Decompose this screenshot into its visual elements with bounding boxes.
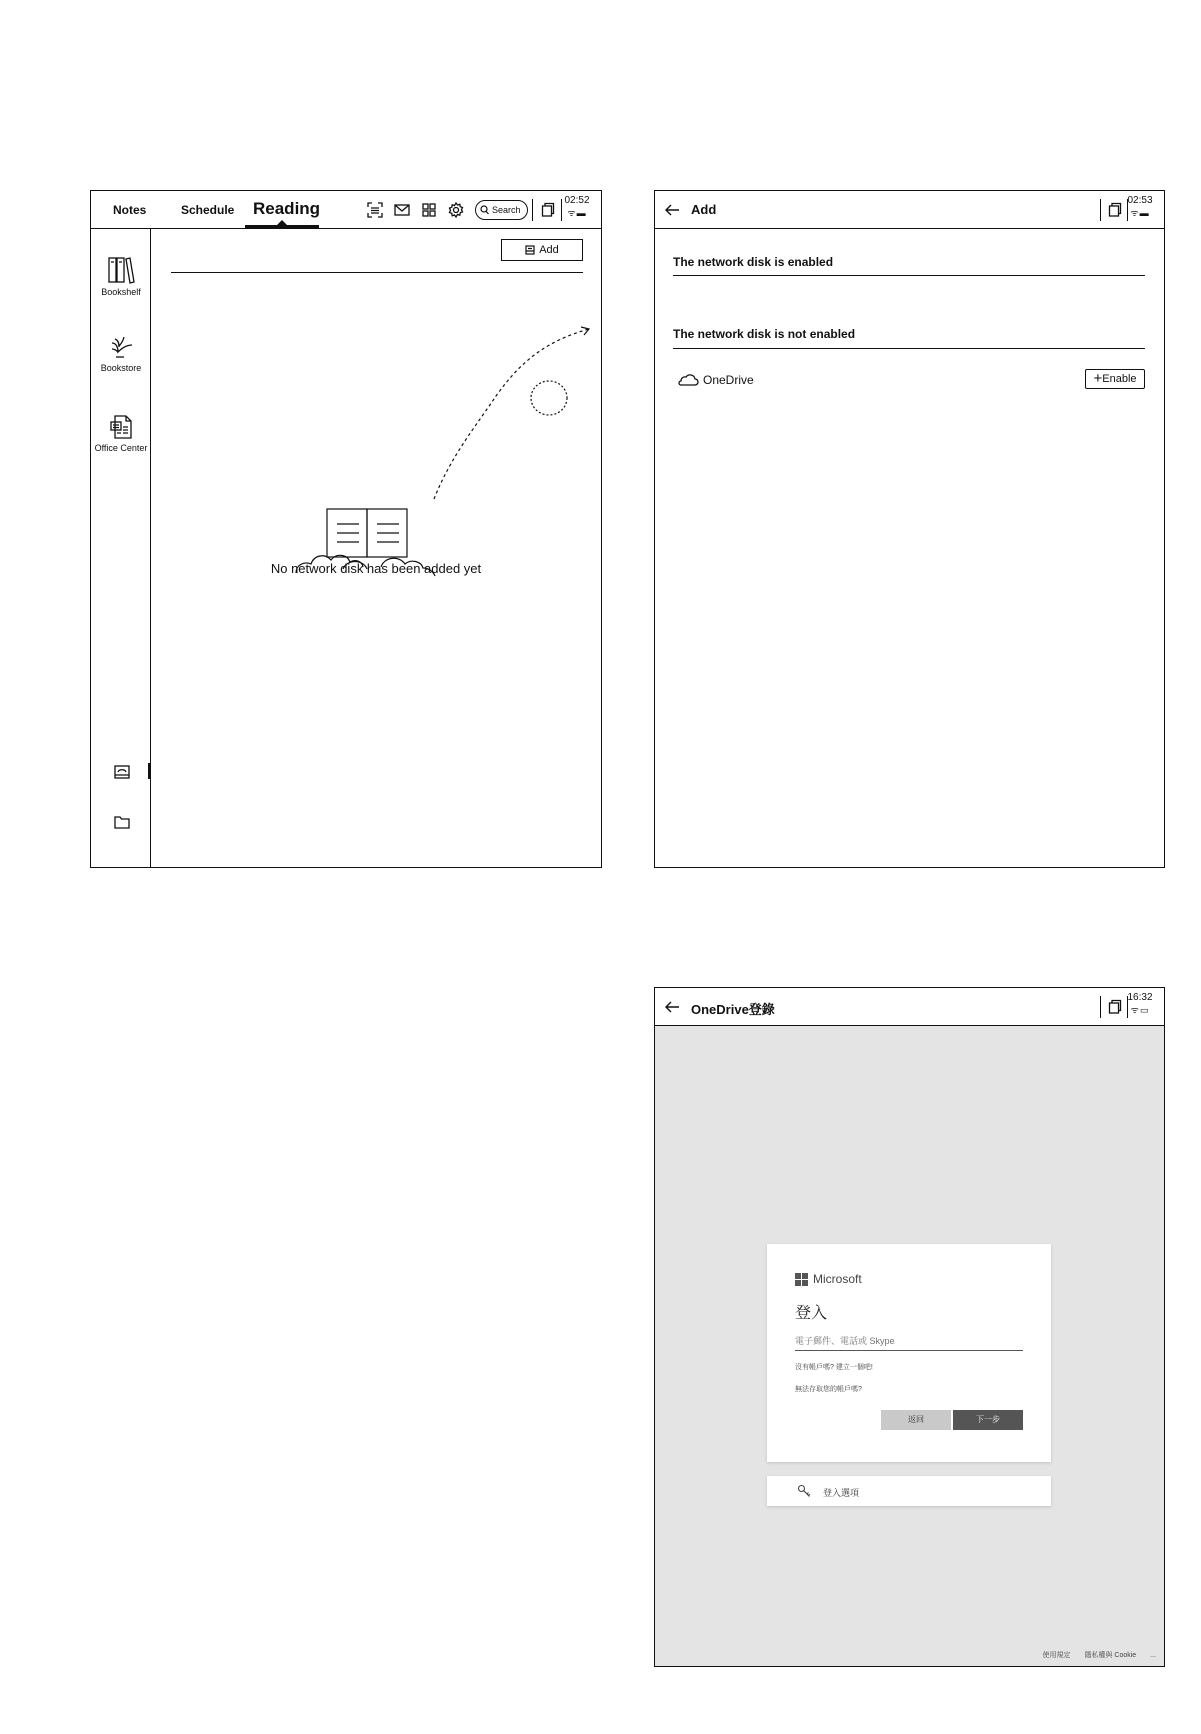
sidebar [91,229,151,867]
battery-icon: ▭ [1139,1005,1150,1015]
sidebar-label-office-center: Office Center [94,443,148,453]
header-divider [532,199,533,221]
empty-state-message: No network disk has been added yet [270,561,482,576]
sidebar-item-bookstore[interactable] [91,335,151,373]
back-button[interactable]: 返回 [881,1410,951,1430]
onedrive-row [677,373,754,387]
apps-grid-icon[interactable] [420,201,438,219]
wifi-icon: ᯤ [567,208,577,218]
reading-header [91,191,601,229]
empty-state-illustration [291,251,591,731]
wifi-icon: ᯤ [1130,1005,1140,1015]
sidebar-item-bookshelf[interactable] [91,255,151,297]
terms-link[interactable]: 使用規定 [1042,1652,1071,1659]
sidebar-label-bookshelf: Bookshelf [101,287,141,297]
section-divider [673,348,1145,349]
wifi-icon: ᯤ [1130,208,1140,218]
next-button[interactable]: 下一步 [953,1410,1023,1430]
search-label: Search [492,205,521,215]
clock: 16:32 [1127,992,1153,1003]
plus-icon: + [1093,370,1103,387]
multitask-icon[interactable] [1108,202,1122,217]
login-header [655,988,1164,1026]
search-icon [480,205,489,215]
multitask-icon[interactable] [1108,999,1122,1014]
back-arrow-icon[interactable] [663,999,681,1015]
status-bar [559,195,595,219]
add-header [655,191,1164,229]
page-title: OneDrive登錄 [691,1002,775,1017]
scan-icon[interactable] [366,201,384,219]
not-enabled-section-title: The network disk is not enabled [673,327,856,341]
login-footer [1031,1650,1156,1660]
header-divider [1100,996,1101,1018]
add-screen [654,190,1165,868]
more-link[interactable]: ... [1150,1652,1156,1659]
office-doc-icon [106,413,136,441]
sign-in-card [767,1244,1051,1462]
battery-icon: ▬ [1139,208,1150,218]
enabled-section-title: The network disk is enabled [673,255,834,269]
microsoft-logo-icon [795,1273,809,1287]
bookstore-icon [106,335,136,361]
network-disk-icon[interactable] [113,763,131,781]
tab-notes[interactable]: Notes [113,203,147,217]
add-button-label: Add [539,244,559,256]
onedrive-cloud-icon [677,373,699,387]
sign-in-heading: 登入 [795,1305,828,1322]
key-icon [797,1484,811,1498]
back-arrow-icon[interactable] [663,202,681,218]
enable-button-label: Enable [1102,373,1137,385]
onedrive-label: OneDrive [703,373,754,387]
sidebar-label-bookstore: Bookstore [100,363,142,373]
battery-icon: ▬ [576,208,587,218]
tab-reading[interactable]: Reading [253,199,321,218]
sign-in-options-button[interactable] [767,1476,1051,1506]
sign-in-options-label: 登入選項 [823,1488,860,1498]
email-input[interactable] [795,1332,1023,1351]
sidebar-item-office-center[interactable] [91,413,151,453]
active-tab-indicator [245,225,319,228]
multitask-icon[interactable] [541,202,555,217]
clock: 02:52 [564,195,590,206]
onedrive-login-screen [654,987,1165,1667]
gear-icon[interactable] [447,201,465,219]
status-bar [1122,195,1158,219]
clock: 02:53 [1127,195,1153,206]
create-account-link[interactable]: 沒有帳戶嗎? 建立一個吧! [795,1364,873,1371]
microsoft-brand: Microsoft [813,1272,862,1286]
search-button[interactable] [475,200,528,220]
section-divider [673,275,1145,276]
mail-icon[interactable] [393,201,411,219]
header-divider [1100,199,1101,221]
login-webview [655,1026,1164,1666]
reading-screen [90,190,602,868]
status-bar [1122,992,1158,1016]
bookshelf-icon [106,255,136,285]
cant-access-link[interactable]: 無法存取您的帳戶嗎? [795,1386,862,1393]
active-tab-caret [277,220,287,225]
enable-button[interactable] [1085,369,1145,389]
tab-schedule[interactable]: Schedule [181,203,235,217]
folder-icon[interactable] [113,813,131,831]
active-sidebar-indicator [148,763,151,779]
privacy-link[interactable]: 隱私權與 Cookie [1084,1652,1137,1659]
page-title: Add [691,202,717,217]
